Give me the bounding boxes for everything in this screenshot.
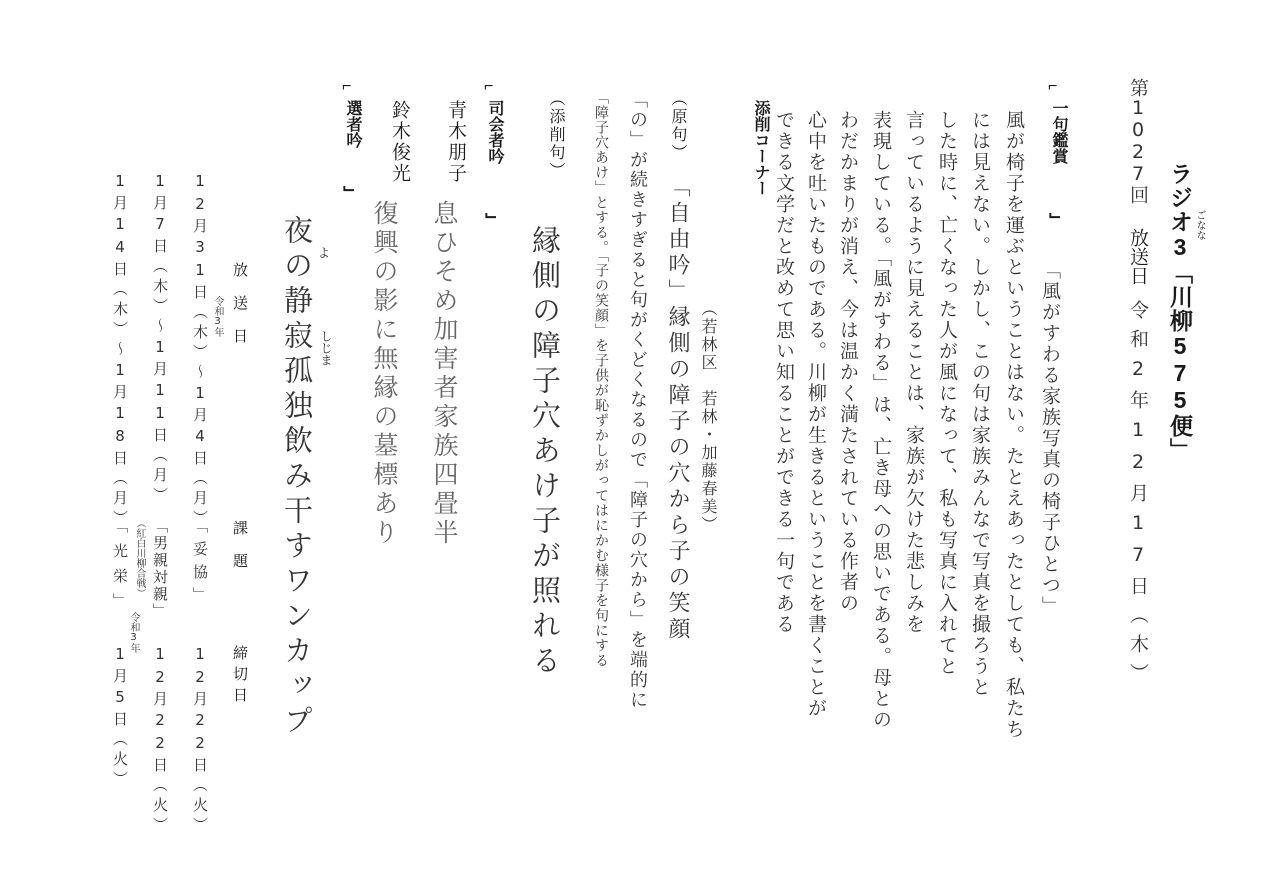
program-title: ラジオ3「川柳575便」 bbox=[1167, 162, 1193, 462]
host-verse-label: 司会者吟 bbox=[486, 100, 503, 164]
schedule-row-3-dates: 1月14日（木）～1月18日（月） bbox=[111, 172, 129, 530]
host-2-verse: 復興の影に無縁の墓標あり bbox=[370, 200, 399, 548]
schedule-row-3-theme: 「光栄」 bbox=[111, 518, 129, 618]
correction-note-2: 「障子穴あけ」とする。「子の笑顔」を子供が恥ずかしがってはにかむ様子を句にする bbox=[593, 90, 609, 668]
correction-note-1: 「の」が続きすぎると句がくどくなるので「障子の穴から」を端的に bbox=[627, 90, 648, 710]
broadcast-label: 放送日 bbox=[1127, 228, 1149, 285]
original-verse: 「自由吟」縁側の障子の穴から子の笑顔 bbox=[665, 175, 690, 643]
schedule-header-broadcast: 放送日 bbox=[231, 262, 249, 361]
episode-number: 第1027回 bbox=[1127, 78, 1149, 204]
title-ruby: ごなな bbox=[1194, 210, 1205, 240]
commentary-line-1: 風が椅子を運ぶということはない。たとえあったとしても、私たち bbox=[1003, 110, 1025, 740]
schedule-header-theme: 課題 bbox=[231, 520, 249, 586]
commentary-line-8: できる文学だと改めて思い知ることができる一句である bbox=[773, 110, 795, 635]
host-1-name: 青木朋子 bbox=[445, 100, 467, 184]
commentary-line-3: した時に、亡くなった人が風になって、私も写真に入れてと bbox=[936, 110, 958, 677]
commentary-line-2: には見えない。しかし、この句は家族みんなで写真を撮ろうと bbox=[969, 110, 991, 698]
schedule-header-deadline: 締切日 bbox=[231, 645, 249, 708]
commentary-line-5: 表現している。「風がすわる」は、亡き母への思いである。母との bbox=[870, 110, 892, 731]
schedule-row-1-deadline: 12月22日（火） bbox=[191, 645, 209, 837]
one-verse-label: 一句鑑賞 bbox=[1050, 100, 1067, 164]
commentary-line-4: 言っているように見えることは、家族が欠けた悲しみを bbox=[903, 110, 925, 635]
schedule-row-3-deadline-era: 令和3年 bbox=[128, 612, 139, 653]
selector-verse: 夜の静寂孤独飲み干すワンカップ bbox=[280, 215, 314, 740]
schedule-row-1-theme: 「妥協」 bbox=[191, 518, 209, 610]
commentary-line-6: わだかまりが消え、今は温かく満たされている作者の bbox=[837, 110, 859, 614]
commentary-line-7: 心中を吐いたものである。川柳が生きるということを書くことが bbox=[805, 110, 827, 719]
schedule-row-2-deadline: 12月22日（火） bbox=[151, 645, 169, 837]
broadcast-date: 令和2年12月17日（木） bbox=[1127, 300, 1149, 692]
host-1-verse: 息ひそめ加害者家族四畳半 bbox=[430, 200, 459, 548]
schedule-row-2-theme-note: （紅白川柳合戦） bbox=[134, 518, 145, 598]
schedule-row-2-dates: 1月7日（木）～1月11日（月） bbox=[151, 172, 169, 507]
original-label: （原句） bbox=[669, 90, 688, 162]
schedule-row-3-deadline: 1月5日（火） bbox=[111, 645, 129, 791]
correction-author: （若林区 若林・加藤春美） bbox=[699, 300, 718, 534]
ruby-shijima: しじま bbox=[319, 330, 333, 366]
correction-label: 添削コーナー bbox=[752, 100, 769, 196]
schedule-row-1-era: 令和3年 bbox=[212, 296, 223, 337]
selector-verse-label: 選者吟 bbox=[344, 100, 361, 148]
revised-label: （添削句） bbox=[547, 90, 566, 180]
revised-verse: 縁側の障子穴あけ子が照れる bbox=[528, 225, 562, 680]
one-verse-poem: 「風がすわる家族写真の椅子ひとつ」 bbox=[1039, 260, 1061, 617]
schedule-row-2-theme: 「男親対親」 bbox=[151, 518, 169, 620]
host-2-name: 鈴木俊光 bbox=[389, 100, 411, 184]
ruby-yo: よ bbox=[318, 246, 331, 260]
schedule-row-1-dates: 12月31日（木）～1月4日（月） bbox=[191, 172, 209, 530]
